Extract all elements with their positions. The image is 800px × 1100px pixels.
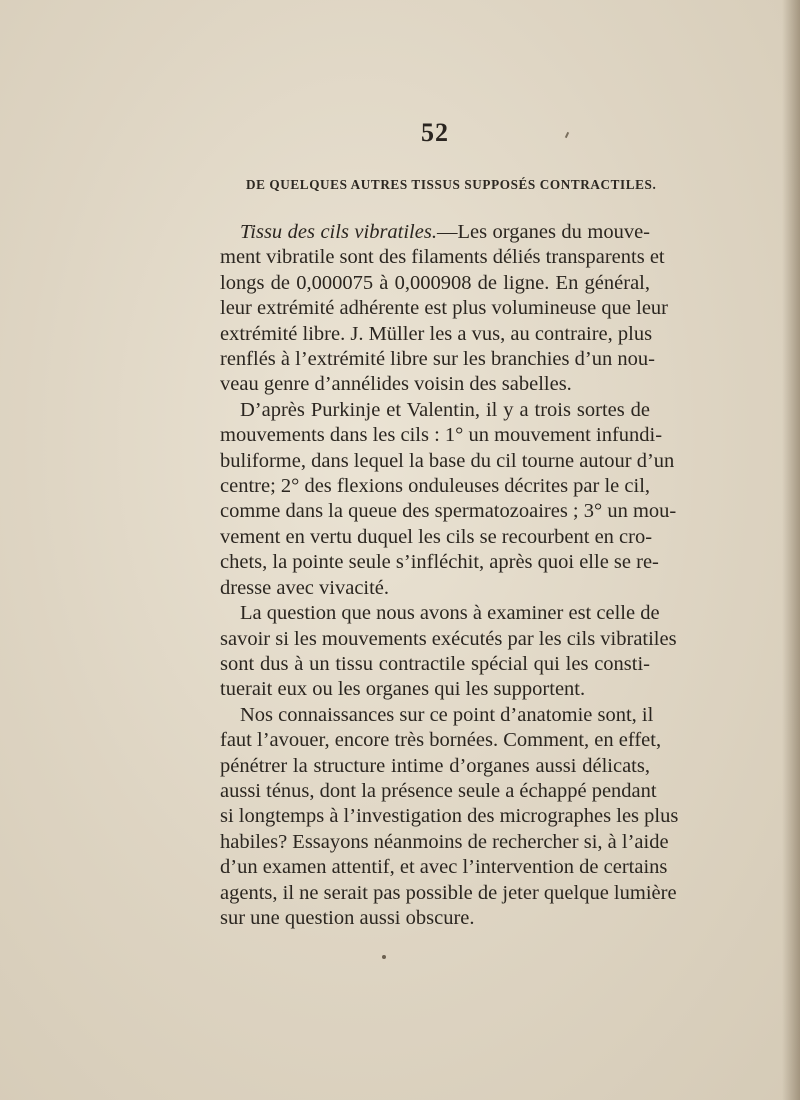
text-line — [220, 627, 677, 652]
line-text: ment vibratile sont des filaments déliés transparents et — [220, 246, 665, 269]
line-text: longs de 0,000075 à 0,000908 de ligne. En général, — [220, 271, 650, 294]
line-text: pénétrer la structure intime d’organes aussi délicats, — [220, 754, 650, 777]
text-line — [220, 372, 650, 397]
line-text: aussi ténus, dont la présence seule a échappé pendant — [220, 779, 657, 802]
text-line — [220, 449, 675, 474]
line-text: comme dans la queue des spermatozoaires ; 3° un mou- — [220, 500, 677, 523]
text-line — [220, 677, 650, 702]
line-text: sont dus à un tissu contractile spécial qui les consti- — [220, 652, 650, 675]
line-text: mouvements dans les cils : 1° un mouvement infundi- — [220, 424, 663, 447]
text-line — [220, 906, 650, 931]
section-title: Tissu des cils vibratiles. — [240, 221, 437, 243]
line-text: leur extrémité adhérente est plus volumineuse que leur — [220, 297, 668, 320]
page-number: 52 — [421, 118, 449, 147]
text-line — [220, 754, 650, 779]
text-line — [220, 855, 668, 880]
line-text: tuerait eux ou les organes qui les supportent. — [220, 678, 586, 701]
line-text: chets, la pointe seule s’infléchit, après quoi elle se re- — [220, 551, 659, 574]
text-line — [220, 703, 654, 728]
text-line — [220, 347, 655, 372]
line-text: buliforme, dans lequel la base du cil tourne autour d’un — [220, 449, 675, 472]
text-line — [220, 550, 659, 575]
text-line — [220, 728, 662, 753]
line-text: sur une question aussi obscure. — [220, 906, 475, 929]
line-text: D’après Purkinje et Valentin, il y a trois sortes de — [240, 398, 650, 421]
line-text: d’un examen attentif, et avec l’intervention de certains — [220, 856, 668, 879]
ink-dot — [382, 955, 386, 959]
running-head: DE QUELQUES AUTRES TISSUS SUPPOSÉS CONTRACTILES. — [246, 177, 657, 192]
text-line — [220, 398, 650, 423]
line-text: si longtemps à l’investigation des micrographes les plus — [220, 805, 679, 828]
line-text: veau genre d’annélides voisin des sabelles. — [220, 373, 572, 396]
text-line — [220, 525, 653, 550]
line-text: centre; 2° des flexions onduleuses décrites par le cil, — [220, 475, 651, 498]
paragraph — [220, 703, 679, 932]
text-line — [220, 271, 650, 296]
text-line — [220, 830, 669, 855]
line-text: renflés à l’extrémité libre sur les branchies d’un nou- — [220, 348, 655, 371]
text-line — [220, 423, 663, 448]
paragraph — [220, 220, 668, 398]
text-line — [220, 220, 650, 245]
line-text: extrémité libre. J. Müller les a vus, au contraire, plus — [220, 322, 653, 345]
text-line — [220, 804, 679, 829]
line-text: —Les organes du mouve- — [436, 221, 651, 243]
line-text: habiles? Essayons néanmoins de rechercher si, à l’aide — [220, 830, 669, 853]
text-line — [220, 474, 650, 499]
page-edge-shadow — [782, 0, 800, 1100]
text-line — [220, 779, 657, 804]
text-line — [220, 499, 677, 524]
text-line — [220, 245, 665, 270]
text-line — [220, 881, 677, 906]
line-text: vement en vertu duquel les cils se recourbent en cro- — [220, 525, 653, 548]
line-text: savoir si les mouvements exécutés par les cils vibratiles — [220, 627, 677, 650]
text-line — [220, 576, 650, 601]
line-text: La question que nous avons à examiner est celle de — [240, 602, 660, 625]
line-text: faut l’avouer, encore très bornées. Comment, en effet, — [220, 729, 662, 752]
paragraph — [220, 601, 677, 703]
text-line — [220, 601, 660, 626]
body-text — [220, 220, 679, 931]
paragraph — [220, 398, 677, 601]
line-text: agents, il ne serait pas possible de jeter quelque lumière — [220, 881, 677, 904]
line-text: dresse avec vivacité. — [220, 576, 390, 599]
text-line — [220, 296, 668, 321]
text-line — [220, 322, 653, 347]
text-line — [220, 652, 650, 677]
line-text: Nos connaissances sur ce point d’anatomie sont, il — [240, 703, 654, 726]
